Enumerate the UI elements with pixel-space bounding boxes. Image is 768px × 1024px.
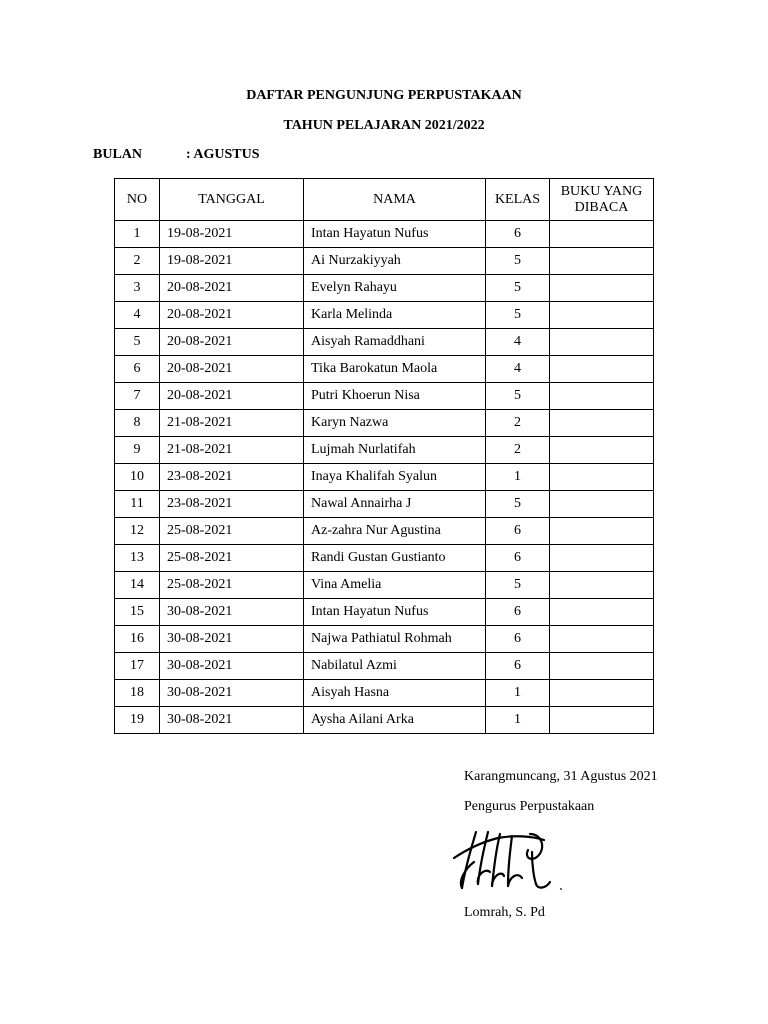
row-date-cell: 25-08-2021: [160, 518, 304, 545]
row-name-cell: Ai Nurzakiyyah: [304, 248, 486, 275]
row-book-cell: [550, 518, 654, 545]
row-name-cell: Karyn Nazwa: [304, 410, 486, 437]
header-kelas: KELAS: [486, 179, 550, 221]
table-row: [115, 221, 654, 248]
row-book-cell: [550, 680, 654, 707]
row-date-cell: 20-08-2021: [160, 383, 304, 410]
row-date-cell: 20-08-2021: [160, 356, 304, 383]
row-kelas-cell: 5: [486, 302, 550, 329]
row-book-cell: [550, 653, 654, 680]
row-kelas-cell: 2: [486, 437, 550, 464]
table-row: [115, 275, 654, 302]
row-name-cell: Vina Amelia: [304, 572, 486, 599]
table-header-row: [115, 179, 654, 221]
row-book-cell: [550, 383, 654, 410]
month-value: : AGUSTUS: [186, 147, 260, 162]
table-row: [115, 599, 654, 626]
row-kelas-cell: 2: [486, 410, 550, 437]
header-nama: NAMA: [304, 179, 486, 221]
table-row: [115, 653, 654, 680]
row-no-cell: 7: [115, 383, 160, 410]
header-no: NO: [115, 179, 160, 221]
row-book-cell: [550, 221, 654, 248]
row-no-cell: 6: [115, 356, 160, 383]
header-buku: BUKU YANG DIBACA: [550, 179, 654, 221]
table-row: [115, 356, 654, 383]
row-no-cell: 5: [115, 329, 160, 356]
row-date-cell: 30-08-2021: [160, 626, 304, 653]
table-row: [115, 302, 654, 329]
row-date-cell: 21-08-2021: [160, 410, 304, 437]
row-name-cell: Nawal Annairha J: [304, 491, 486, 518]
row-no-cell: 11: [115, 491, 160, 518]
row-name-cell: Intan Hayatun Nufus: [304, 599, 486, 626]
row-book-cell: [550, 464, 654, 491]
table-row: [115, 248, 654, 275]
row-name-cell: Najwa Pathiatul Rohmah: [304, 626, 486, 653]
row-date-cell: 19-08-2021: [160, 221, 304, 248]
handwritten-signature: [452, 826, 568, 896]
row-kelas-cell: 1: [486, 464, 550, 491]
row-name-cell: Putri Khoerun Nisa: [304, 383, 486, 410]
row-date-cell: 20-08-2021: [160, 275, 304, 302]
signatory-name: Lomrah, S. Pd: [464, 905, 545, 920]
table-row: [115, 464, 654, 491]
row-kelas-cell: 5: [486, 248, 550, 275]
row-book-cell: [550, 626, 654, 653]
row-book-cell: [550, 410, 654, 437]
row-name-cell: Aysha Ailani Arka: [304, 707, 486, 734]
row-no-cell: 10: [115, 464, 160, 491]
row-kelas-cell: 5: [486, 572, 550, 599]
row-no-cell: 9: [115, 437, 160, 464]
table-row: [115, 572, 654, 599]
row-kelas-cell: 5: [486, 275, 550, 302]
table-row: [115, 680, 654, 707]
row-book-cell: [550, 572, 654, 599]
row-book-cell: [550, 302, 654, 329]
row-date-cell: 25-08-2021: [160, 572, 304, 599]
row-date-cell: 20-08-2021: [160, 302, 304, 329]
row-book-cell: [550, 707, 654, 734]
row-date-cell: 30-08-2021: [160, 707, 304, 734]
row-book-cell: [550, 599, 654, 626]
row-book-cell: [550, 248, 654, 275]
row-no-cell: 16: [115, 626, 160, 653]
signature-role: Pengurus Perpustakaan: [464, 799, 595, 814]
row-no-cell: 18: [115, 680, 160, 707]
row-date-cell: 21-08-2021: [160, 437, 304, 464]
table-row: [115, 626, 654, 653]
row-kelas-cell: 1: [486, 707, 550, 734]
row-no-cell: 4: [115, 302, 160, 329]
row-name-cell: Nabilatul Azmi: [304, 653, 486, 680]
table-row: [115, 383, 654, 410]
row-name-cell: Intan Hayatun Nufus: [304, 221, 486, 248]
row-kelas-cell: 6: [486, 545, 550, 572]
table-row: [115, 545, 654, 572]
row-book-cell: [550, 545, 654, 572]
row-no-cell: 14: [115, 572, 160, 599]
row-name-cell: Lujmah Nurlatifah: [304, 437, 486, 464]
table-row: [115, 518, 654, 545]
row-book-cell: [550, 329, 654, 356]
row-name-cell: Evelyn Rahayu: [304, 275, 486, 302]
table-row: [115, 707, 654, 734]
row-name-cell: Tika Barokatun Maola: [304, 356, 486, 383]
document-subtitle: TAHUN PELAJARAN 2021/2022: [283, 118, 485, 133]
row-no-cell: 1: [115, 221, 160, 248]
row-name-cell: Inaya Khalifah Syalun: [304, 464, 486, 491]
signature-place-date: Karangmuncang, 31 Agustus 2021: [464, 769, 658, 784]
row-date-cell: 30-08-2021: [160, 680, 304, 707]
row-name-cell: Karla Melinda: [304, 302, 486, 329]
row-kelas-cell: 4: [486, 329, 550, 356]
row-book-cell: [550, 491, 654, 518]
table-row: [115, 437, 654, 464]
row-kelas-cell: 4: [486, 356, 550, 383]
row-name-cell: Aisyah Ramaddhani: [304, 329, 486, 356]
row-kelas-cell: 6: [486, 653, 550, 680]
document-title: DAFTAR PENGUNJUNG PERPUSTAKAAN: [246, 88, 522, 103]
row-date-cell: 30-08-2021: [160, 599, 304, 626]
row-date-cell: 19-08-2021: [160, 248, 304, 275]
month-label: BULAN: [93, 147, 143, 162]
row-kelas-cell: 5: [486, 491, 550, 518]
row-no-cell: 13: [115, 545, 160, 572]
row-kelas-cell: 6: [486, 221, 550, 248]
row-book-cell: [550, 356, 654, 383]
row-date-cell: 23-08-2021: [160, 464, 304, 491]
table-row: [115, 491, 654, 518]
row-no-cell: 12: [115, 518, 160, 545]
header-tanggal: TANGGAL: [160, 179, 304, 221]
row-name-cell: Az-zahra Nur Agustina: [304, 518, 486, 545]
row-no-cell: 8: [115, 410, 160, 437]
row-date-cell: 23-08-2021: [160, 491, 304, 518]
row-date-cell: 30-08-2021: [160, 653, 304, 680]
row-no-cell: 15: [115, 599, 160, 626]
row-kelas-cell: 6: [486, 599, 550, 626]
table-row: [115, 410, 654, 437]
row-book-cell: [550, 275, 654, 302]
row-kelas-cell: 1: [486, 680, 550, 707]
row-name-cell: Aisyah Hasna: [304, 680, 486, 707]
row-no-cell: 2: [115, 248, 160, 275]
row-kelas-cell: 6: [486, 518, 550, 545]
row-date-cell: 20-08-2021: [160, 329, 304, 356]
row-no-cell: 3: [115, 275, 160, 302]
row-kelas-cell: 6: [486, 626, 550, 653]
visitor-table: [114, 178, 654, 734]
row-no-cell: 19: [115, 707, 160, 734]
row-no-cell: 17: [115, 653, 160, 680]
row-name-cell: Randi Gustan Gustianto: [304, 545, 486, 572]
row-kelas-cell: 5: [486, 383, 550, 410]
row-book-cell: [550, 437, 654, 464]
table-row: [115, 329, 654, 356]
row-date-cell: 25-08-2021: [160, 545, 304, 572]
